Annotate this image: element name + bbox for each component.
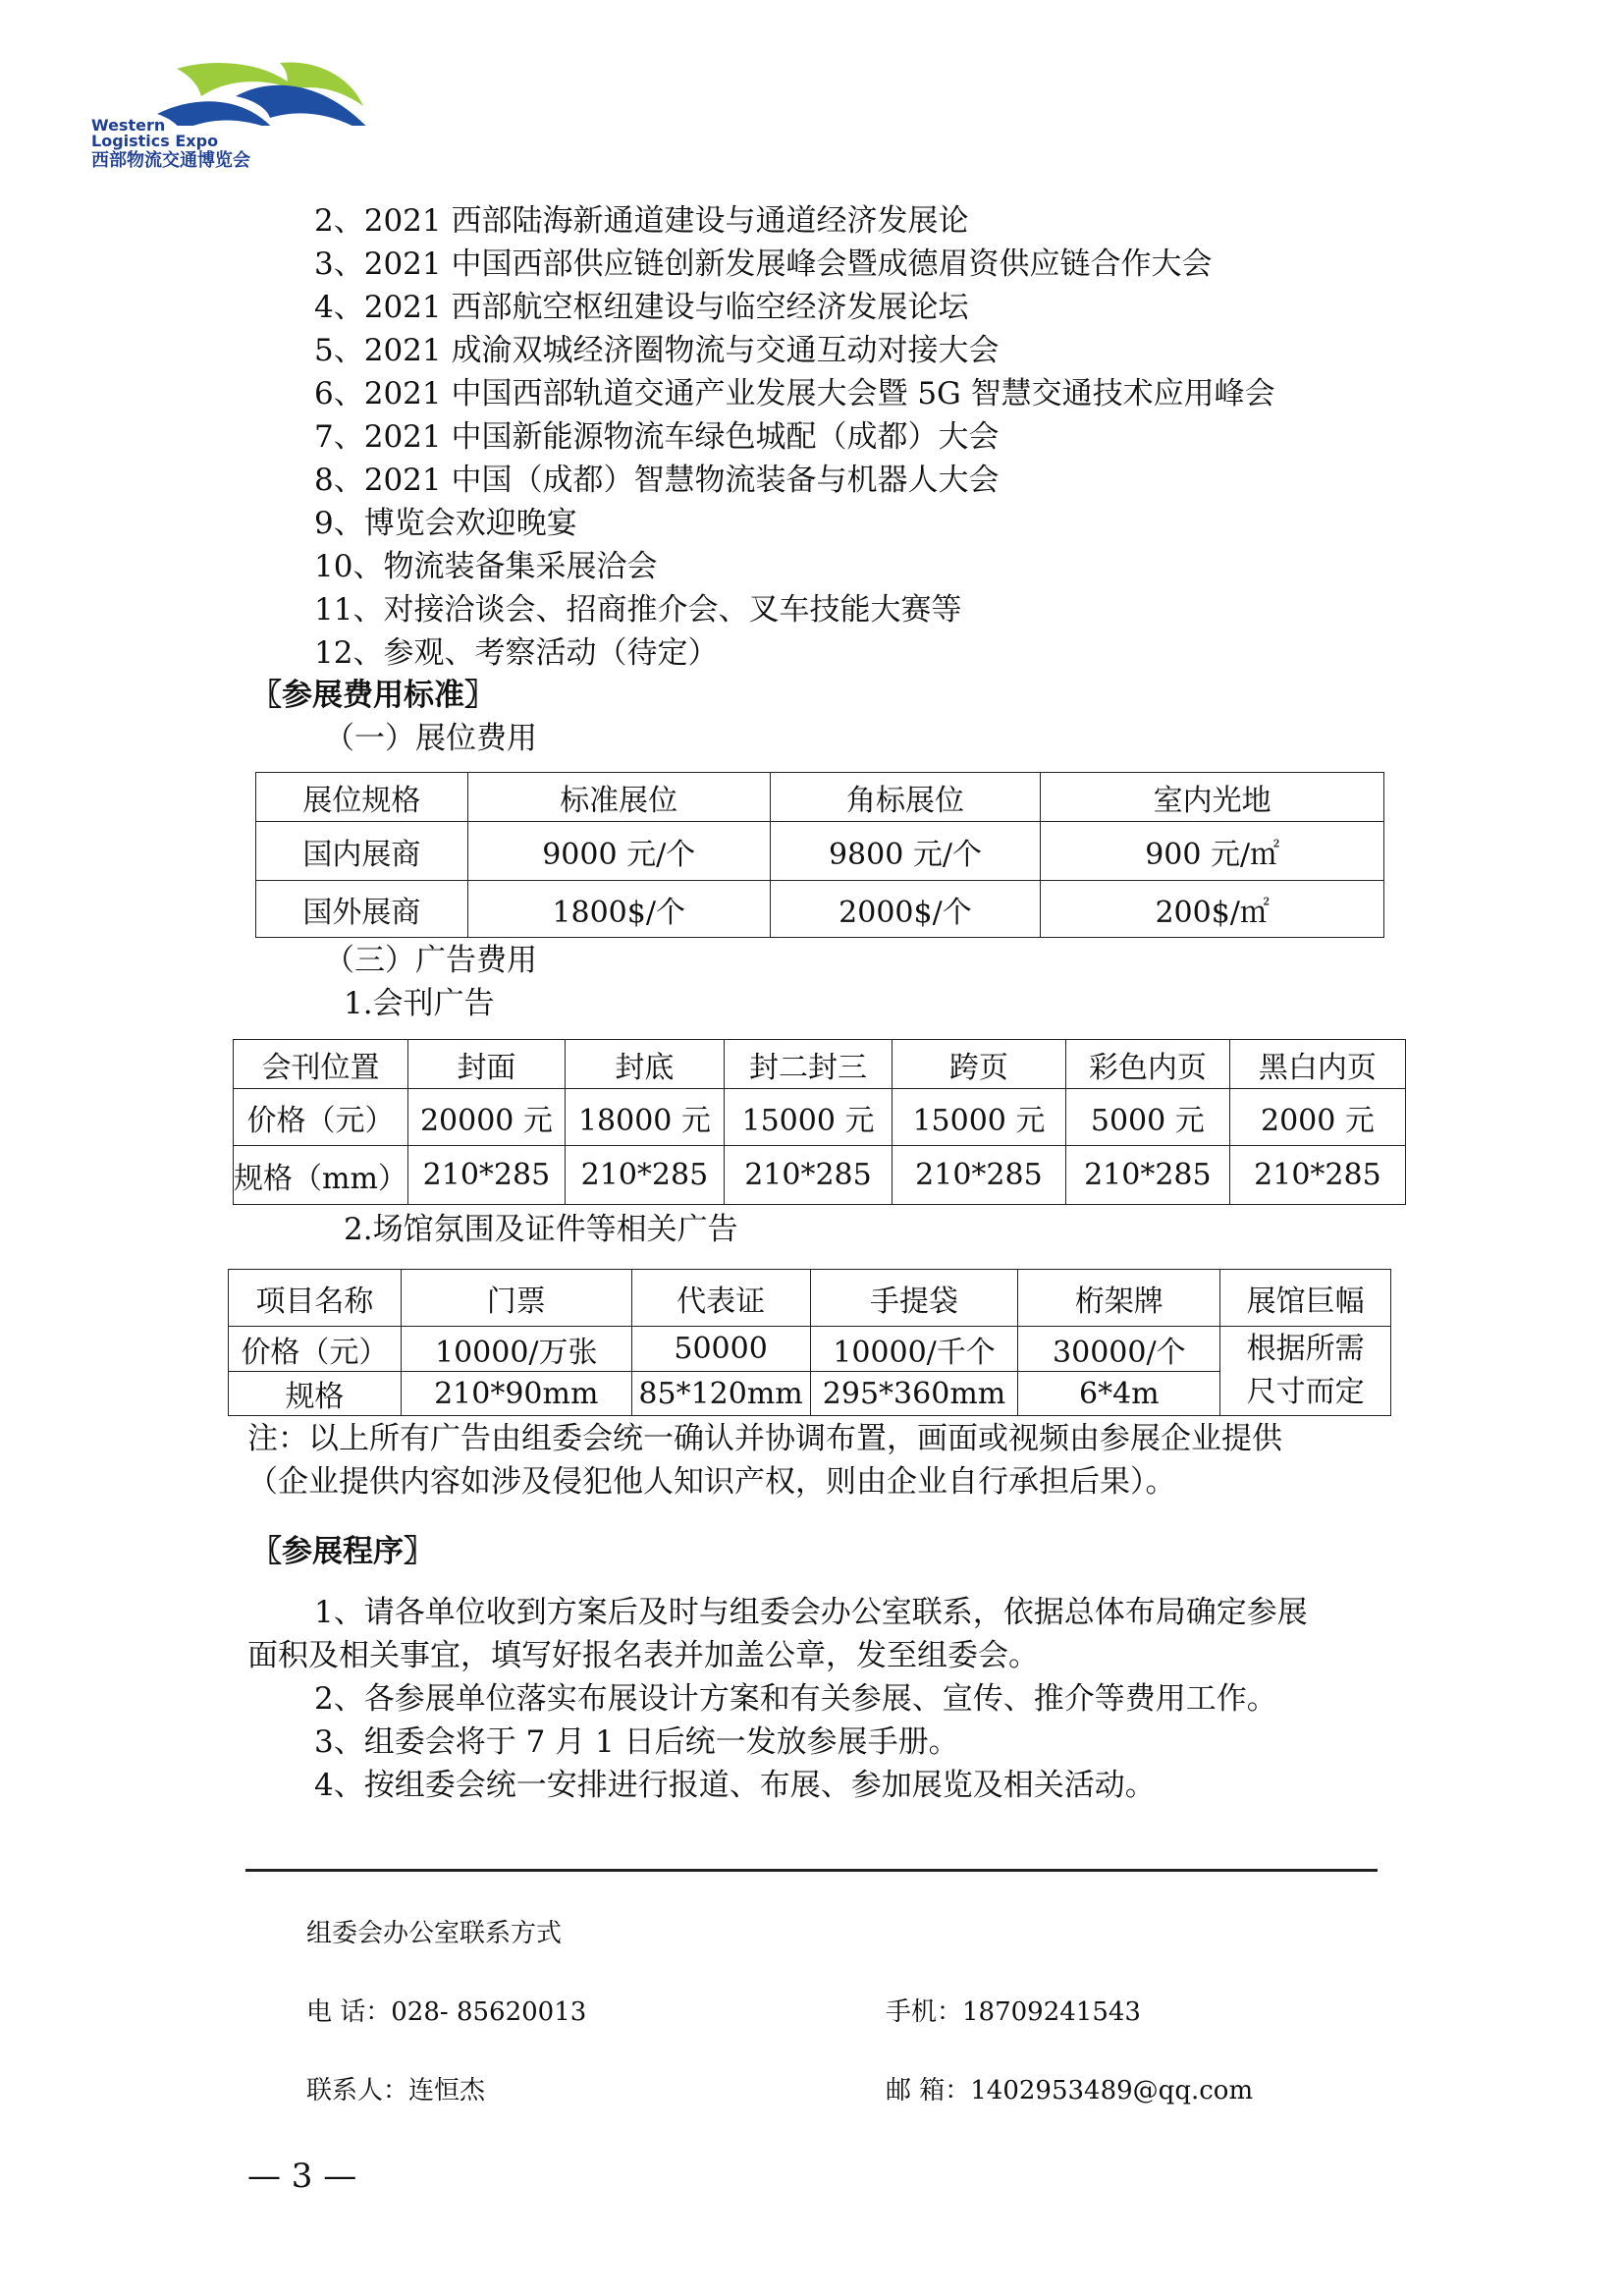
table-cell: 210*90mm xyxy=(401,1372,631,1416)
expo-logo xyxy=(88,57,403,185)
contact-phone: 电 话：028- 85620013 xyxy=(306,1997,587,2027)
logo-text-en-line1: Western xyxy=(91,116,166,135)
table-cell: 210*285 xyxy=(407,1146,565,1205)
procedure-step: 4、按组委会统一安排进行报道、布展、参加展览及相关活动。 xyxy=(314,1768,1156,1803)
table-cell: 项目名称 xyxy=(229,1270,402,1327)
table-cell: 国外展商 xyxy=(256,881,468,938)
activity-item: 9、博览会欢迎晚宴 xyxy=(314,506,577,541)
separator-line xyxy=(245,1869,1378,1872)
table-cell: 角标展位 xyxy=(770,773,1041,822)
table-cell: 210*285 xyxy=(724,1146,892,1205)
activity-item: 6、2021 中国西部轨道交通产业发展大会暨 5G 智慧交通技术应用峰会 xyxy=(314,376,1275,411)
activity-item: 4、2021 西部航空枢纽建设与临空经济发展论坛 xyxy=(314,290,969,325)
procedure-step: 3、组委会将于 7 月 1 日后统一发放参展手册。 xyxy=(314,1724,959,1760)
table-cell: 国内展商 xyxy=(256,822,468,881)
table-cell: 规格（mm） xyxy=(234,1146,408,1205)
fees-heading: 〖参展费用标准〗 xyxy=(251,678,495,713)
table-cell: 900 元/㎡ xyxy=(1041,822,1384,881)
table-cell: 价格（元） xyxy=(234,1089,408,1146)
table-cell: 1800$/个 xyxy=(467,881,770,938)
activity-item: 2、2021 西部陆海新通道建设与通道经济发展论 xyxy=(314,203,969,239)
contact-mobile: 手机：18709241543 xyxy=(886,1997,1141,2027)
procedure-step: 面积及相关事宜，填写好报名表并加盖公章，发至组委会。 xyxy=(247,1638,1039,1673)
table-cell: 50000 xyxy=(631,1327,810,1372)
table-cell: 210*285 xyxy=(893,1146,1066,1205)
table-cell: 价格（元） xyxy=(229,1327,402,1372)
table-cell: 门票 xyxy=(401,1270,631,1327)
table-cell: 2000 元 xyxy=(1229,1089,1405,1146)
venue-ad-table xyxy=(228,1269,1391,1416)
table-cell: 彩色内页 xyxy=(1065,1040,1229,1089)
table-cell: 2000$/个 xyxy=(770,881,1041,938)
table-cell: 5000 元 xyxy=(1065,1089,1229,1146)
table-cell: 手提袋 xyxy=(810,1270,1018,1327)
table-cell: 295*360mm xyxy=(810,1372,1018,1416)
logo-text-en-line2: Logistics Expo xyxy=(91,132,219,150)
procedure-step: 2、各参展单位落实布展设计方案和有关参展、宣传、推介等费用工作。 xyxy=(314,1681,1277,1717)
contact-person: 联系人：连恒杰 xyxy=(306,2076,486,2105)
table-cell: 黑白内页 xyxy=(1229,1040,1405,1089)
contact-email: 邮 箱：1402953489@qq.com xyxy=(886,2076,1254,2105)
activity-item: 3、2021 中国西部供应链创新发展峰会暨成德眉资供应链合作大会 xyxy=(314,246,1213,282)
table-cell: 20000 元 xyxy=(407,1089,565,1146)
contact-title: 组委会办公室联系方式 xyxy=(306,1919,563,1948)
table-cell: 室内光地 xyxy=(1041,773,1384,822)
procedure-step: 1、请各单位收到方案后及时与组委会办公室联系，依据总体布局确定参展 xyxy=(314,1595,1308,1630)
activity-item: 5、2021 成渝双城经济圈物流与交通互动对接大会 xyxy=(314,333,1000,368)
table-cell: 200$/㎡ xyxy=(1041,881,1384,938)
journal-ad-table xyxy=(233,1039,1406,1205)
table-cell: 10000/万张 xyxy=(401,1327,631,1372)
table-cell: 6*4m xyxy=(1018,1372,1220,1416)
table-cell: 210*285 xyxy=(1229,1146,1405,1205)
table-cell: 会刊位置 xyxy=(234,1040,408,1089)
table-cell: 标准展位 xyxy=(467,773,770,822)
booth-fee-title: （一）展位费用 xyxy=(324,721,537,756)
table-cell: 封二封三 xyxy=(724,1040,892,1089)
table-cell: 封面 xyxy=(407,1040,565,1089)
merged-cell-line: 根据所需 xyxy=(1246,1332,1365,1366)
table-cell: 9800 元/个 xyxy=(770,822,1041,881)
logo-text-cn: 西部物流交通博览会 xyxy=(91,150,250,171)
table-cell: 展馆巨幅 xyxy=(1220,1270,1391,1327)
table-cell: 85*120mm xyxy=(631,1372,810,1416)
table-cell: 30000/个 xyxy=(1018,1327,1220,1372)
ad-note: （企业提供内容如涉及侵犯他人知识产权，则由企业自行承担后果）。 xyxy=(247,1464,1176,1500)
activity-item: 10、物流装备集采展洽会 xyxy=(314,549,658,584)
table-cell: 规格 xyxy=(229,1372,402,1416)
table-cell: 代表证 xyxy=(631,1270,810,1327)
activity-item: 11、对接洽谈会、招商推介会、叉车技能大赛等 xyxy=(314,592,962,628)
table-cell: 封底 xyxy=(565,1040,724,1089)
table-cell: 18000 元 xyxy=(565,1089,724,1146)
procedure-heading: 〖参展程序〗 xyxy=(251,1534,434,1569)
table-cell: 210*285 xyxy=(1065,1146,1229,1205)
ad-note: 注：以上所有广告由组委会统一确认并协调布置，画面或视频由参展企业提供 xyxy=(247,1421,1282,1456)
activity-item: 12、参观、考察活动（待定） xyxy=(314,635,719,671)
booth-fee-table xyxy=(255,772,1384,938)
journal-ad-title: 1.会刊广告 xyxy=(344,986,495,1021)
table-cell: 桁架牌 xyxy=(1018,1270,1220,1327)
activity-item: 8、2021 中国（成都）智慧物流装备与机器人大会 xyxy=(314,463,1000,498)
venue-ad-title: 2.场馆氛围及证件等相关广告 xyxy=(344,1212,738,1247)
table-cell: 展位规格 xyxy=(256,773,468,822)
merged-cell-line: 尺寸而定 xyxy=(1246,1375,1365,1409)
page-number: — 3 — xyxy=(247,2157,357,2196)
table-cell: 9000 元/个 xyxy=(467,822,770,881)
table-cell: 15000 元 xyxy=(893,1089,1066,1146)
activity-item: 7、2021 中国新能源物流车绿色城配（成都）大会 xyxy=(314,419,1000,455)
table-cell: 210*285 xyxy=(565,1146,724,1205)
table-cell-merged xyxy=(1220,1327,1391,1416)
ad-fee-title: （三）广告费用 xyxy=(324,943,537,978)
table-cell: 10000/千个 xyxy=(810,1327,1018,1372)
table-cell: 跨页 xyxy=(893,1040,1066,1089)
table-cell: 15000 元 xyxy=(724,1089,892,1146)
